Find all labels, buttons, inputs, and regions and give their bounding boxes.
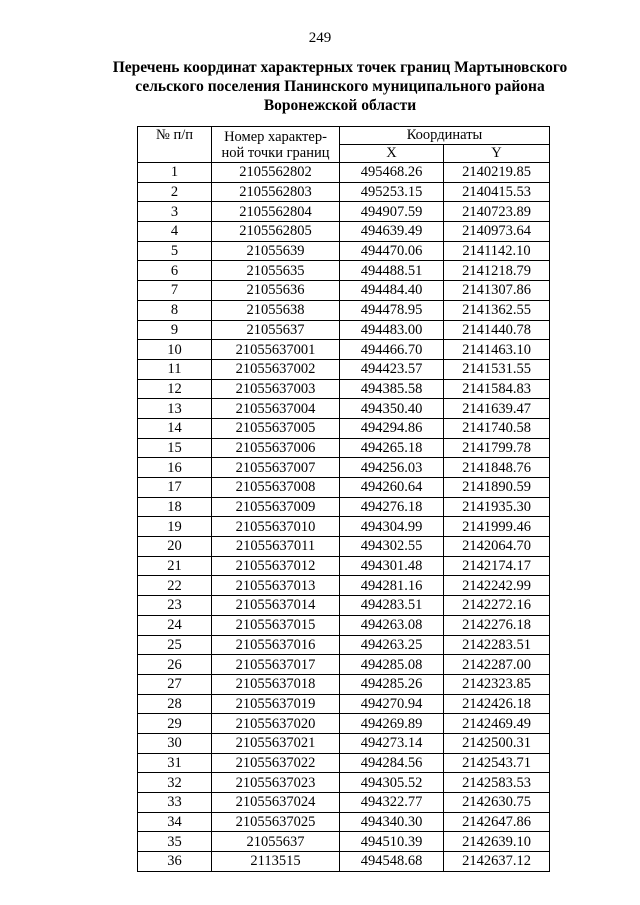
row-index: 1 (138, 163, 212, 183)
point-number: 21055637013 (212, 576, 340, 596)
coord-y: 2142469.49 (444, 714, 550, 734)
coord-x: 494340.30 (340, 812, 444, 832)
point-number: 21055638 (212, 300, 340, 320)
coord-y: 2142174.17 (444, 556, 550, 576)
coord-x: 494260.64 (340, 478, 444, 498)
row-index: 26 (138, 655, 212, 675)
point-number: 2105562805 (212, 222, 340, 242)
coord-y: 2142426.18 (444, 694, 550, 714)
coord-x: 495468.26 (340, 163, 444, 183)
point-number: 21055637004 (212, 399, 340, 419)
point-number: 21055637016 (212, 635, 340, 655)
coord-y: 2141218.79 (444, 261, 550, 281)
coord-y: 2142272.16 (444, 596, 550, 616)
point-number: 21055637005 (212, 418, 340, 438)
row-index: 21 (138, 556, 212, 576)
row-index: 35 (138, 832, 212, 852)
point-number: 21055636 (212, 281, 340, 301)
point-number: 21055637015 (212, 615, 340, 635)
point-number: 21055637018 (212, 674, 340, 694)
coord-y: 2141362.55 (444, 300, 550, 320)
table-row (138, 812, 550, 832)
coord-x: 494470.06 (340, 241, 444, 261)
coord-y: 2142639.10 (444, 832, 550, 852)
coord-x: 494283.51 (340, 596, 444, 616)
row-index: 31 (138, 753, 212, 773)
table-row (138, 556, 550, 576)
row-index: 10 (138, 340, 212, 360)
coord-y: 2141999.46 (444, 517, 550, 537)
table-row (138, 596, 550, 616)
point-number: 21055637012 (212, 556, 340, 576)
table-row (138, 674, 550, 694)
row-index: 7 (138, 281, 212, 301)
table-row (138, 478, 550, 498)
coord-y: 2140219.85 (444, 163, 550, 183)
coord-x: 494639.49 (340, 222, 444, 242)
coord-y: 2141440.78 (444, 320, 550, 340)
point-number: 2105562803 (212, 182, 340, 202)
table-row (138, 320, 550, 340)
header-x: X (340, 145, 444, 163)
point-number: 21055637017 (212, 655, 340, 675)
point-number: 21055637024 (212, 793, 340, 813)
coord-y: 2142637.12 (444, 852, 550, 872)
coord-x: 494256.03 (340, 458, 444, 478)
row-index: 3 (138, 202, 212, 222)
coord-y: 2142630.75 (444, 793, 550, 813)
coord-y: 2142323.85 (444, 674, 550, 694)
coord-y: 2142500.31 (444, 733, 550, 753)
row-index: 16 (138, 458, 212, 478)
coord-x: 494265.18 (340, 438, 444, 458)
table-row (138, 182, 550, 202)
header-point-number (212, 127, 340, 163)
point-number: 21055637006 (212, 438, 340, 458)
point-number: 21055637007 (212, 458, 340, 478)
row-index: 11 (138, 359, 212, 379)
row-index: 6 (138, 261, 212, 281)
table-row (138, 753, 550, 773)
coord-x: 494510.39 (340, 832, 444, 852)
table-row (138, 852, 550, 872)
header-y: Y (444, 145, 550, 163)
coord-x: 494270.94 (340, 694, 444, 714)
coord-y: 2141463.10 (444, 340, 550, 360)
point-number: 21055637003 (212, 379, 340, 399)
table-row (138, 793, 550, 813)
document-title (90, 58, 590, 115)
point-number: 21055637002 (212, 359, 340, 379)
table-row (138, 773, 550, 793)
table-row (138, 438, 550, 458)
row-index: 13 (138, 399, 212, 419)
point-number: 21055637022 (212, 753, 340, 773)
table-header (138, 127, 550, 163)
table-row (138, 418, 550, 438)
point-number: 21055637 (212, 320, 340, 340)
point-number: 21055637023 (212, 773, 340, 793)
table-row (138, 714, 550, 734)
coord-x: 494466.70 (340, 340, 444, 360)
point-number: 2105562804 (212, 202, 340, 222)
coord-x: 494483.00 (340, 320, 444, 340)
table-row (138, 537, 550, 557)
row-index: 25 (138, 635, 212, 655)
coord-y: 2140723.89 (444, 202, 550, 222)
coord-y: 2141531.55 (444, 359, 550, 379)
point-number: 21055637009 (212, 497, 340, 517)
table-body (138, 163, 550, 872)
coord-y: 2142242.99 (444, 576, 550, 596)
row-index: 29 (138, 714, 212, 734)
table-row (138, 576, 550, 596)
coord-x: 494322.77 (340, 793, 444, 813)
point-number: 21055635 (212, 261, 340, 281)
point-number: 21055637011 (212, 537, 340, 557)
page-number: 249 (308, 30, 332, 46)
coord-y: 2142583.53 (444, 773, 550, 793)
table-row (138, 340, 550, 360)
point-number: 2105562802 (212, 163, 340, 183)
coord-y: 2141799.78 (444, 438, 550, 458)
title-line-2: сельского поселения Панинского муниципального района (135, 78, 545, 95)
coord-y: 2142283.51 (444, 635, 550, 655)
table-row (138, 399, 550, 419)
coord-x: 494423.57 (340, 359, 444, 379)
coord-y: 2141848.76 (444, 458, 550, 478)
coord-y: 2140415.53 (444, 182, 550, 202)
coord-x: 494273.14 (340, 733, 444, 753)
header-index: № п/п (138, 127, 212, 163)
row-index: 22 (138, 576, 212, 596)
title-line-1: Перечень координат характерных точек границ Мартыновского (112, 59, 568, 76)
coord-x: 494302.55 (340, 537, 444, 557)
table-row (138, 202, 550, 222)
coord-x: 494301.48 (340, 556, 444, 576)
coord-x: 494350.40 (340, 399, 444, 419)
row-index: 5 (138, 241, 212, 261)
coord-y: 2141142.10 (444, 241, 550, 261)
coord-x: 494285.08 (340, 655, 444, 675)
coord-y: 2142287.00 (444, 655, 550, 675)
coord-y: 2141584.83 (444, 379, 550, 399)
row-index: 34 (138, 812, 212, 832)
title-line-3: Воронежской области (263, 97, 417, 114)
table-row (138, 281, 550, 301)
row-index: 30 (138, 733, 212, 753)
point-number: 21055637019 (212, 694, 340, 714)
table-row (138, 655, 550, 675)
point-number: 21055637 (212, 832, 340, 852)
table-row (138, 635, 550, 655)
coord-x: 494548.68 (340, 852, 444, 872)
point-number: 21055637001 (212, 340, 340, 360)
coordinates-table (137, 126, 550, 872)
coord-x: 495253.15 (340, 182, 444, 202)
point-number: 2113515 (212, 852, 340, 872)
point-number: 21055637010 (212, 517, 340, 537)
table-row (138, 615, 550, 635)
row-index: 8 (138, 300, 212, 320)
coord-y: 2142276.18 (444, 615, 550, 635)
row-index: 20 (138, 537, 212, 557)
coord-x: 494907.59 (340, 202, 444, 222)
table-row (138, 300, 550, 320)
coord-x: 494263.25 (340, 635, 444, 655)
coord-x: 494284.56 (340, 753, 444, 773)
row-index: 28 (138, 694, 212, 714)
table-row (138, 497, 550, 517)
coord-y: 2141639.47 (444, 399, 550, 419)
coord-x: 494281.16 (340, 576, 444, 596)
row-index: 32 (138, 773, 212, 793)
coord-x: 494263.08 (340, 615, 444, 635)
point-number: 21055637014 (212, 596, 340, 616)
coord-y: 2141307.86 (444, 281, 550, 301)
coord-x: 494478.95 (340, 300, 444, 320)
table-row (138, 733, 550, 753)
point-number: 21055639 (212, 241, 340, 261)
coord-y: 2141740.58 (444, 418, 550, 438)
coord-x: 494304.99 (340, 517, 444, 537)
header-point-number-line-2: ной точки границ (221, 144, 330, 161)
row-index: 24 (138, 615, 212, 635)
row-index: 14 (138, 418, 212, 438)
coord-x: 494385.58 (340, 379, 444, 399)
table-row (138, 379, 550, 399)
row-index: 19 (138, 517, 212, 537)
table-row (138, 694, 550, 714)
row-index: 23 (138, 596, 212, 616)
row-index: 17 (138, 478, 212, 498)
coord-x: 494285.26 (340, 674, 444, 694)
row-index: 27 (138, 674, 212, 694)
coord-x: 494484.40 (340, 281, 444, 301)
table-row (138, 832, 550, 852)
row-index: 12 (138, 379, 212, 399)
table-row (138, 222, 550, 242)
coord-y: 2142064.70 (444, 537, 550, 557)
table-row (138, 517, 550, 537)
coord-x: 494294.86 (340, 418, 444, 438)
row-index: 36 (138, 852, 212, 872)
table-row (138, 359, 550, 379)
point-number: 21055637008 (212, 478, 340, 498)
row-index: 15 (138, 438, 212, 458)
coord-x: 494269.89 (340, 714, 444, 734)
row-index: 33 (138, 793, 212, 813)
coord-y: 2141935.30 (444, 497, 550, 517)
coord-y: 2140973.64 (444, 222, 550, 242)
table-row (138, 241, 550, 261)
point-number: 21055637020 (212, 714, 340, 734)
point-number: 21055637021 (212, 733, 340, 753)
header-coordinates: Координаты (340, 127, 550, 145)
table-row (138, 261, 550, 281)
table-row (138, 458, 550, 478)
coord-x: 494488.51 (340, 261, 444, 281)
coord-y: 2142543.71 (444, 753, 550, 773)
coord-y: 2142647.86 (444, 812, 550, 832)
row-index: 4 (138, 222, 212, 242)
header-point-number-line-1: Номер характер- (224, 128, 327, 145)
row-index: 2 (138, 182, 212, 202)
row-index: 9 (138, 320, 212, 340)
point-number: 21055637025 (212, 812, 340, 832)
coord-y: 2141890.59 (444, 478, 550, 498)
row-index: 18 (138, 497, 212, 517)
table-row (138, 163, 550, 183)
coord-x: 494276.18 (340, 497, 444, 517)
coord-x: 494305.52 (340, 773, 444, 793)
